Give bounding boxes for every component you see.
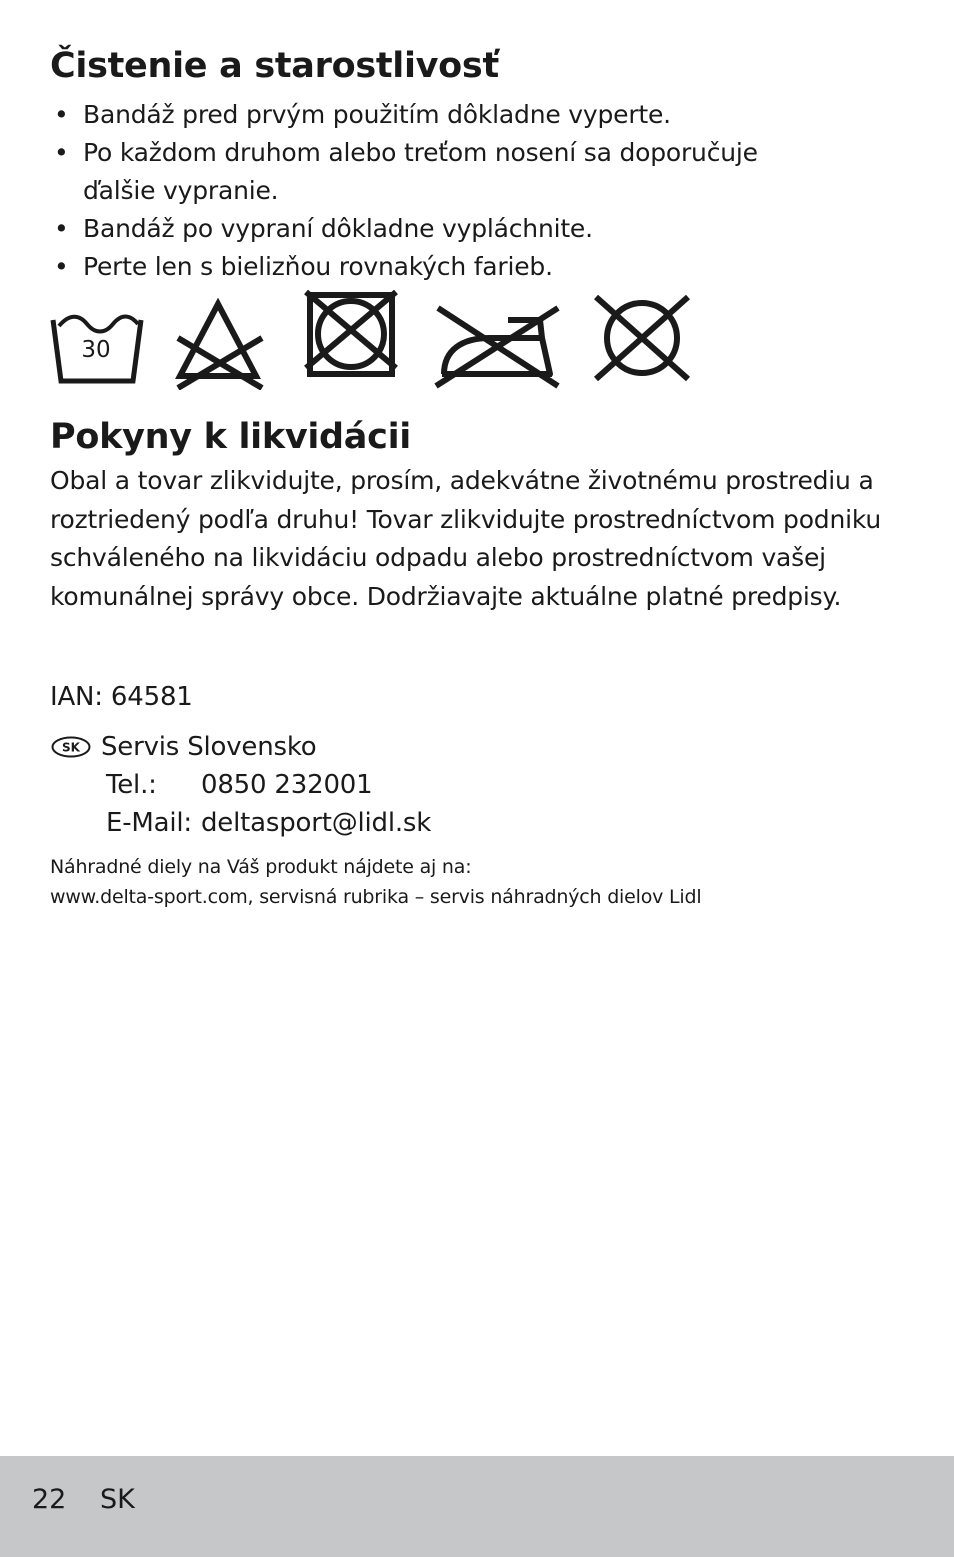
sk-country-badge	[51, 736, 91, 758]
no-tumble-dry-icon	[304, 290, 400, 390]
bullet-item: • Perte len s bielizňou rovnakých farieb.	[50, 248, 810, 286]
ian-number: IAN: 64581	[50, 682, 193, 712]
sk-badge-label: SK	[62, 740, 80, 755]
cleaning-bullet-list	[50, 96, 810, 286]
language-code: SK	[100, 1484, 135, 1515]
service-name: Servis Slovensko	[101, 732, 317, 762]
spare-parts-line-2: www.delta-sport.com, servisná rubrika – servis náhradných dielov Lidl	[50, 886, 702, 908]
no-dry-clean-icon	[590, 290, 694, 390]
bullet-item: • Bandáž pred prvým použitím dôkladne vyperte.	[50, 96, 810, 134]
disposal-text: Obal a tovar zlikvidujte, prosím, adekvátne životnému prostrediu a roztriedený podľa druhu! Tovar zlikvidujte prostredníctvom podniku schváleného na likvidáciu odpadu alebo prostredníctvom vašej komunálnej správy obce. Dodržiavajte aktuálne platné predpisy.	[50, 466, 882, 611]
spare-parts-line-1: Náhradné diely na Váš produkt nájdete aj na:	[50, 856, 472, 878]
no-bleach-icon	[172, 290, 268, 390]
disposal-heading: Pokyny k likvidácii	[50, 417, 411, 457]
tel-value: 0850 232001	[201, 770, 373, 800]
email-value: deltasport@lidl.sk	[201, 808, 432, 838]
email-label: E-Mail:	[106, 808, 192, 838]
cleaning-heading: Čistenie a starostlivosť	[50, 46, 499, 86]
bullet-item: • Bandáž po vypraní dôkladne vypláchnite.	[50, 210, 810, 248]
page-footer	[0, 1456, 954, 1557]
tel-label: Tel.:	[106, 770, 157, 800]
page-number: 22	[32, 1484, 67, 1515]
care-symbols-row	[50, 290, 710, 390]
wash-temperature-label: 30	[81, 337, 111, 363]
bullet-item: • Po každom druhom alebo treťom nosení sa doporučuje ďalšie vypranie.	[50, 134, 810, 210]
wash-30-icon	[50, 290, 146, 390]
no-iron-icon	[434, 290, 564, 390]
